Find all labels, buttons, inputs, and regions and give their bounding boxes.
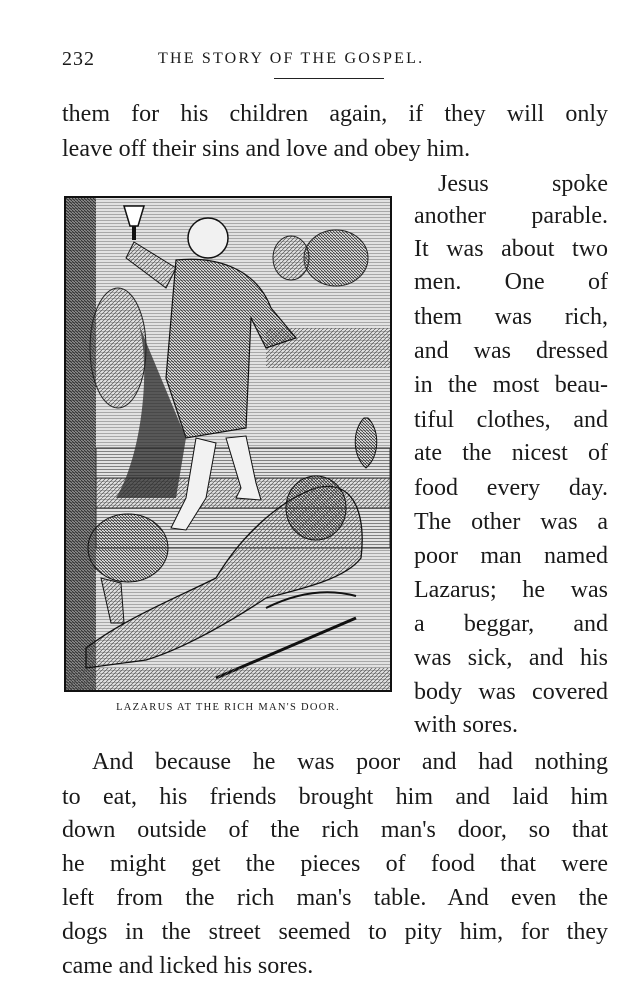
text-line: in the most beau- xyxy=(414,372,608,398)
text-line: a beggar, and xyxy=(414,611,608,637)
text-line: food every day. xyxy=(414,475,608,501)
text-line: he might get the pieces of food that were xyxy=(62,851,608,877)
text-line: leave off their sins and love and obey him. xyxy=(62,136,471,162)
text-line: was sick, and his xyxy=(414,645,608,671)
engraving-illustration xyxy=(66,198,390,690)
text-line: It was about two xyxy=(414,236,608,262)
text-line: another parable. xyxy=(414,203,608,229)
text-line: to eat, his friends brought him and laid him xyxy=(62,784,608,810)
text-line: dogs in the street seemed to pity him, for they xyxy=(62,919,608,945)
text-line: them for his children again, if they will only xyxy=(62,101,608,127)
illustration-caption: LAZARUS AT THE RICH MAN'S DOOR. xyxy=(116,702,340,713)
text-line: men. One of xyxy=(414,269,608,295)
text-line: body was covered xyxy=(414,679,608,705)
text-line: tiful clothes, and xyxy=(414,407,608,433)
text-line: down outside of the rich man's door, so that xyxy=(62,817,608,843)
text-line: with sores. xyxy=(414,712,518,738)
text-line: came and licked his sores. xyxy=(62,953,314,979)
text-line: them was rich, xyxy=(414,304,608,330)
text-line: poor man named xyxy=(414,543,608,569)
text-line: Lazarus; he was xyxy=(414,577,608,603)
page-number: 232 xyxy=(62,48,95,70)
illustration-rich-man-and-lazarus xyxy=(64,196,392,692)
text-line: left from the rich man's table. And even the xyxy=(62,885,608,911)
running-head: THE STORY OF THE GOSPEL. xyxy=(158,50,425,67)
page-header xyxy=(0,42,639,82)
text-line: ate the nicest of xyxy=(414,440,608,466)
header-rule xyxy=(274,78,384,79)
text-line: The other was a xyxy=(414,509,608,535)
text-line: And because he was poor and had nothing xyxy=(92,749,608,775)
text-line: and was dressed xyxy=(414,338,608,364)
text-line: Jesus spoke xyxy=(438,171,608,197)
